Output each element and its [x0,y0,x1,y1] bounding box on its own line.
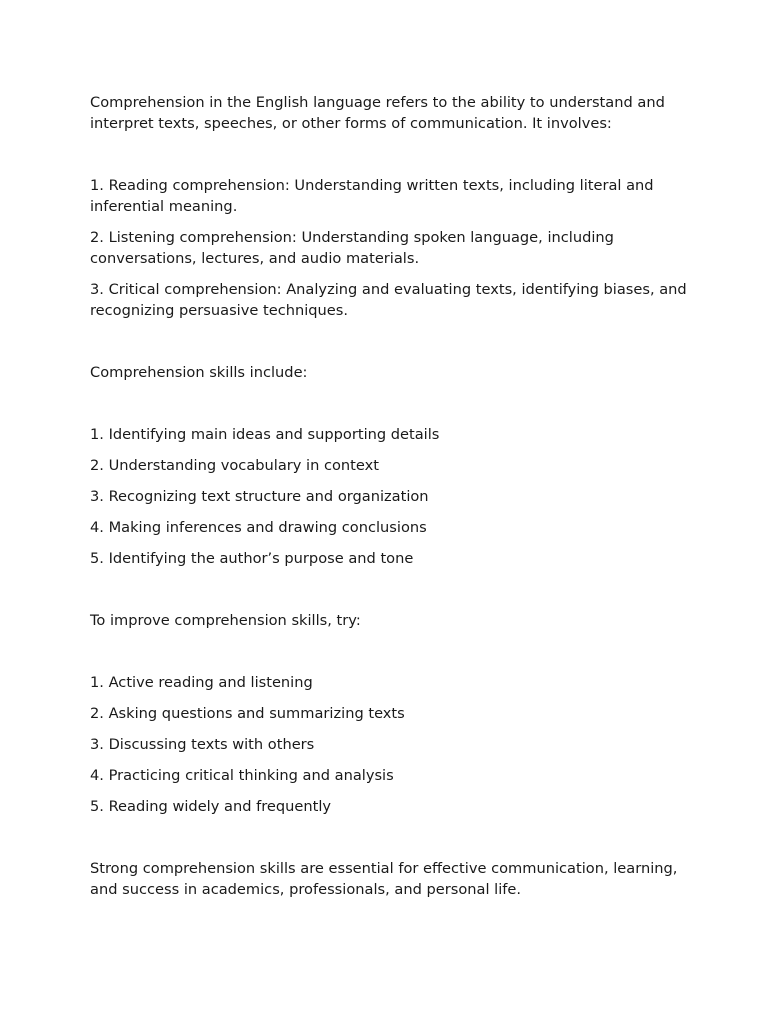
spacer [90,383,690,424]
intro-paragraph: Comprehension in the English language refers to the ability to understand and interpret texts, speeches, or other forms of communication. It involves: [90,94,665,132]
list-item: 4. Practicing critical thinking and analysis [90,767,394,784]
spacer [90,631,690,672]
list-item: 5. Identifying the author’s purpose and tone [90,550,414,567]
list-item: 2. Asking questions and summarizing texts [90,705,405,722]
improve-heading: To improve comprehension skills, try: [90,612,361,629]
list-item: 4. Making inferences and drawing conclusions [90,519,427,536]
spacer [90,134,690,175]
spacer [90,569,690,610]
list-item: 3. Recognizing text structure and organization [90,488,429,505]
list-item: 5. Reading widely and frequently [90,798,332,815]
document-page [90,92,690,900]
comprehension-types-list [90,175,690,321]
list-item: 1. Identifying main ideas and supporting details [90,426,440,443]
improve-list [90,672,690,817]
list-item: 2. Listening comprehension: Understanding spoken language, including conversations, lectures, and audio materials. [90,229,614,267]
list-item: 3. Critical comprehension: Analyzing and evaluating texts, identifying biases, and recognizing persuasive techniques. [90,281,687,319]
list-item: 2. Understanding vocabulary in context [90,457,379,474]
skills-list [90,424,690,569]
list-item: 1. Active reading and listening [90,674,313,691]
spacer [90,817,690,858]
list-item: 1. Reading comprehension: Understanding written texts, including literal and inferential meaning. [90,177,654,215]
skills-heading: Comprehension skills include: [90,364,308,381]
spacer [90,321,690,362]
conclusion-paragraph: Strong comprehension skills are essential for effective communication, learning, and success in academics, professionals, and personal life. [90,860,678,898]
list-item: 3. Discussing texts with others [90,736,315,753]
